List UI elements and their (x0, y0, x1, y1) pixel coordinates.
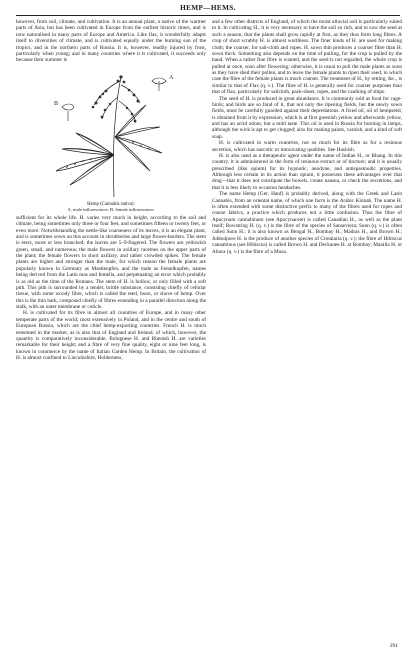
left-column (16, 19, 206, 361)
right-paragraph-4: H. is also used as a therapeutic agent under the name of Indian H., or Bhang. In this country, it is administered in the form of resinous extract or of tincture; and it is usually prescribed (like opium) for its hypnotic, anodyne, and antispasmodic properties. Although less certain in its action than opium, it possesses these advantages over that drug—that it does not constipate the bowels, create nausea, or check the secretions, and that it is less likely to occasion headaches. (212, 152, 402, 191)
right-paragraph-1: and a few other districts of England, of which the moist alluvial soil is particularly suited to it. In cultivating H., it is very necessary to have the soil so rich, and to sow the seed at such a season, that the plants shall grow rapidly at first, as they thus form long fibres. A crop of short scrubby H. is almost worthless. The finer kinds of H. are used for making cloth; the coarser, for sail-cloth and ropes. H. sown thin produces a coarser fibre than H. sown thick. Something also depends on the time of pulling, for the crop is pulled by the hand. When a rather fine fibre is wanted, and the seed is not regarded, the whole crop is pulled at once, soon after flowering; otherwise, it is usual to pull the male plants as soon as they have shed their pollen, and to leave the female plants to ripen their seed, in which case the fibre of the female plants is much coarser. The treatment of H., by retting, &c., is similar to that of Flax (q. v.). The fibre of H. is generally used for coarser purposes than that of flax, particularly for sailcloth, pack-sheet, ropes, and the caulking of ships. (212, 19, 402, 96)
header-rule (16, 15, 400, 16)
running-header: HEMP—HEMS. (180, 4, 236, 12)
figure-caption (16, 202, 206, 213)
figure-label-b: B (54, 100, 59, 107)
right-paragraph-2: The seed of H. is produced in great abundance. It is commonly sold as food for cage-birds; and birds are so fond of it, that not only the ripening fields, but the newly sown fields, must be carefully guarded against their depredations. A fixed oil, oil of hempseed, is obtained from it by expression, which is at first greenish yellow and afterwards yellow, and has an acrid odour, but a mild taste. This oil is used in Russia for burning in lamps, although the wick is apt to get clogged; also for making paints, varnish, and a kind of soft soap. (212, 95, 402, 140)
hemp-figure (16, 67, 206, 213)
hemp-illustration (36, 67, 186, 202)
page-number: 391 (389, 643, 398, 649)
right-paragraph-3: H. is cultivated in warm countries, not so much for its fibre as for a resinous secretion, which has narcotic or intoxicating qualities. See Hashish. (212, 140, 402, 153)
left-paragraph-1: however, from soil, climate, and cultivation. It is an annual plant, a native of the warmer parts of Asia, but has been cultivated in Europe from the earliest historic times, and is now naturalised in many parts of Europe and America. Like flax, it wonderfully adapts itself to diversities of climate, and is cultivated equally under the burning sun of the tropics, and in the northern parts of Russia. It is, however, readily injured by frost, particularly when young; and in many countries where it is cultivated, it succeeds only because their summer is (16, 19, 206, 64)
figure-caption-title: Hemp (Cannabis sativa): (87, 201, 135, 207)
right-paragraph-5: The name Hemp (Ger. Hanf) is probably derived, along with the Greek and Latin Cannabis, from an oriental name, of which one form is the Arabic Kinnab. The name H. is often extended with some distinctive prefix to many of the fibres used for ropes and coarse fabrics, a practice which produces not a little confusion. Thus the fibre of Apocynum cannabinum (see Apocynaceæ) is called Canadian H., as well as the plant itself; Bowstring H. (q. v.) is the fibre of the species of Sanseviera; Sunn (q. v.) is often called Sunn H.; it is also known as Bengal H., Bombay H., Madras H., and Brown H.; Jubbulpore H. is the produce of another species of Crotalaria (q. v.); the fibre of Hibiscus cannabinus (see Hibiscus) is called Brown H. and Deckanee H. at Bombay; Manilla H. or Abaca (q. v.) is the fibre of a Musa. (212, 191, 402, 255)
figure-caption-sub: A, male inflorescence; B, female inflorescence. (67, 207, 155, 213)
right-column (212, 19, 402, 255)
left-paragraph-2: sufficient for its whole life. H. varies very much in height, according to the soil and climate, being sometimes only three or four feet, and sometimes fifteen or twenty feet, or even more. Notwithstanding the nettle-like coarseness of its leaves, it is an elegant plant, and is sometimes sown on this account in shrubberies and large flower-borders. The stem is erect, more or less branched; the leaves are 5–9-fingered. The flowers are yellowish green, small, and numerous; the male flowers in axillary racemes on the upper parts of the plant; the female flowers in short axillary, and rather crowded spikes. The female plants are higher and stronger than the male, for which reason the female plants are popularly known in Germany as Mastleopfen, and the male as Femelkopfen, names being derived from the Latin mas and femella, and perpetuating an error which probably is as old as the time of the Romans. The stem of H. is hollow, or only filled with a soft pith. This pith is surrounded by a tender, brittle substance, consisting chiefly of cellular tissue, with some woody fibre, which is called the reed, boon, or shove of hemp. Over this is the thin bark, composed chiefly of fibres extending in a parallel direction along the stalk, with an outer membrane or cuticle. (16, 214, 206, 311)
figure-label-a: A (169, 74, 174, 81)
left-paragraph-3: H. is cultivated for its fibre in almost all countries of Europe, and in many other temperate parts of the world; most extensively in Poland, and in the centre and south of European Russia, which are the chief hemp-exporting countries. French H. is much esteemed in the market, as is also that of England and Ireland, of which, however, the quantity is comparatively inconsiderable. Bolognese H. and Rhenish H. are varieties remarkable for their height; and a fibre of very fine quality, eight or nine feet long, is known in commerce by the name of Italian Garden Hemp. In Britain, the cultivation of H. is almost confined to Lincolnshire, Holderness, (16, 310, 206, 362)
